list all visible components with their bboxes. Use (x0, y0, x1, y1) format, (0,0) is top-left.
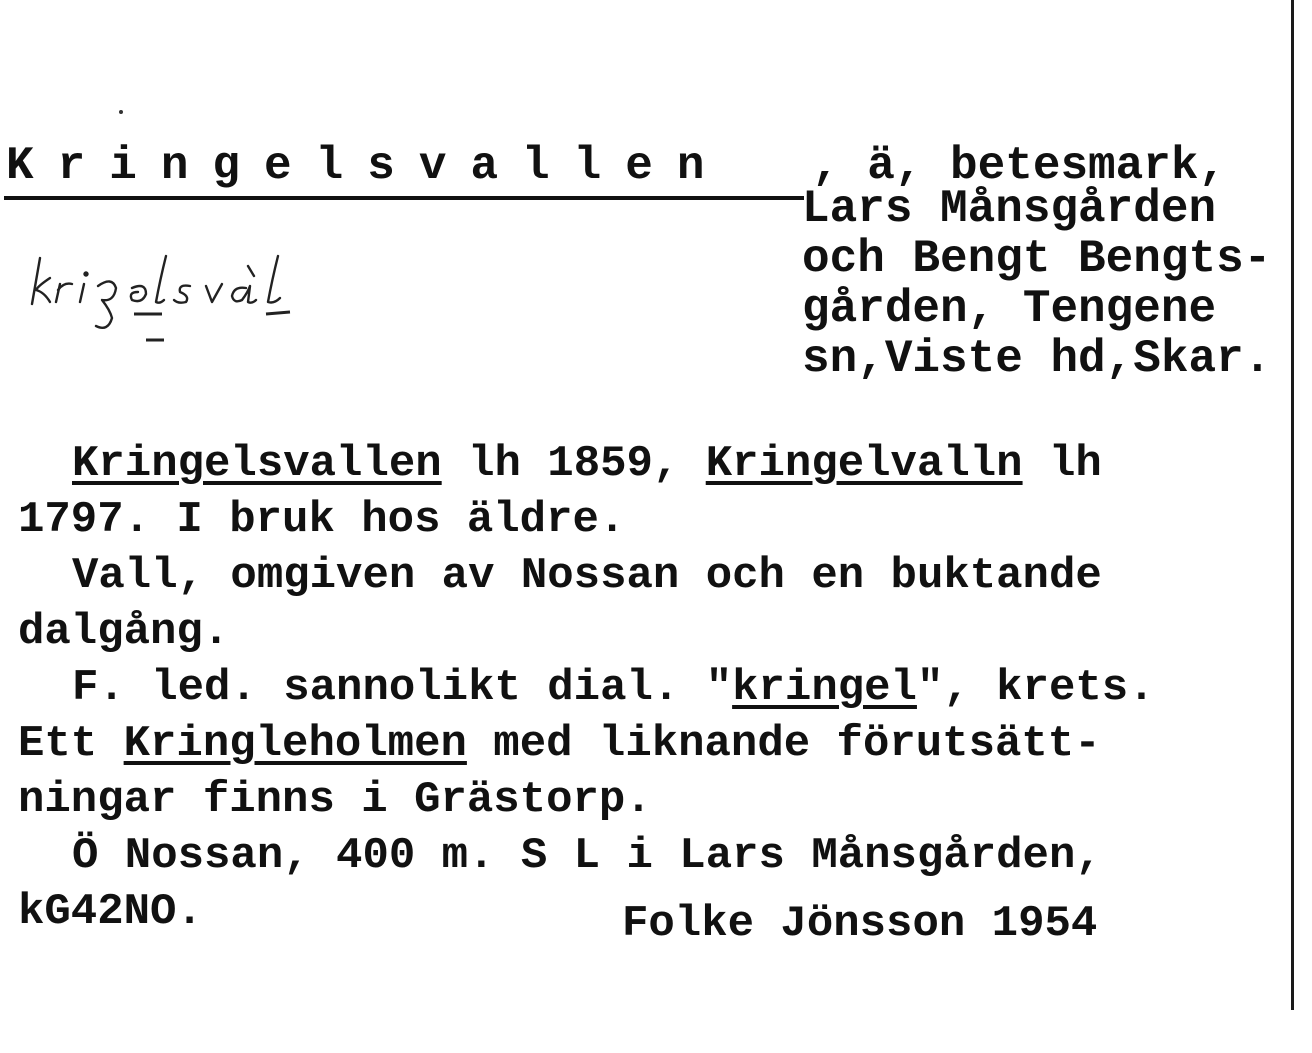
body-text-segment: lh 1859, (441, 439, 706, 489)
location-line: gården, Tengene (802, 283, 1217, 335)
card-edge-line (1291, 0, 1294, 1010)
headword-underline (4, 196, 804, 200)
author-signature: Folke Jönsson 1954 (622, 899, 1098, 949)
attested-form: Kringelvalln (705, 439, 1023, 489)
body-line: dalgång. (18, 607, 230, 657)
location-line: sn,Viste hd,Skar. (802, 333, 1272, 385)
body-line (18, 716, 1155, 772)
body-text-segment: F. led. sannolikt dial. " (72, 663, 733, 713)
ink-speck (119, 110, 123, 114)
location-line: Lars Månsgården (802, 183, 1217, 235)
location-line: och Bengt Bengts- (802, 233, 1272, 285)
location-block (802, 184, 1271, 384)
body-line (18, 436, 1155, 492)
body-text-segment: ", krets. (916, 663, 1155, 713)
body-line: kG42NO. (18, 887, 203, 937)
handwritten-pronunciation (28, 240, 448, 350)
headword-description: , ä, betesmark, (812, 140, 1227, 192)
card-body-text (18, 436, 1155, 940)
body-text-segment: Ett (18, 719, 124, 769)
body-line: Ö Nossan, 400 m. S L i Lars Månsgården, (72, 831, 1102, 881)
attested-form: Kringelsvallen (72, 439, 442, 489)
body-line (18, 660, 1155, 716)
headword: Kringelsvallen (6, 140, 729, 192)
related-name: Kringleholmen (123, 719, 467, 769)
dialect-word: kringel (732, 663, 917, 713)
body-line: Vall, omgiven av Nossan och en buktande (72, 551, 1102, 601)
body-text-segment: lh (1022, 439, 1102, 489)
body-text-segment: med liknande förutsätt- (466, 719, 1101, 769)
body-line: ningar finns i Grästorp. (18, 775, 652, 825)
body-line: 1797. I bruk hos äldre. (18, 495, 626, 545)
